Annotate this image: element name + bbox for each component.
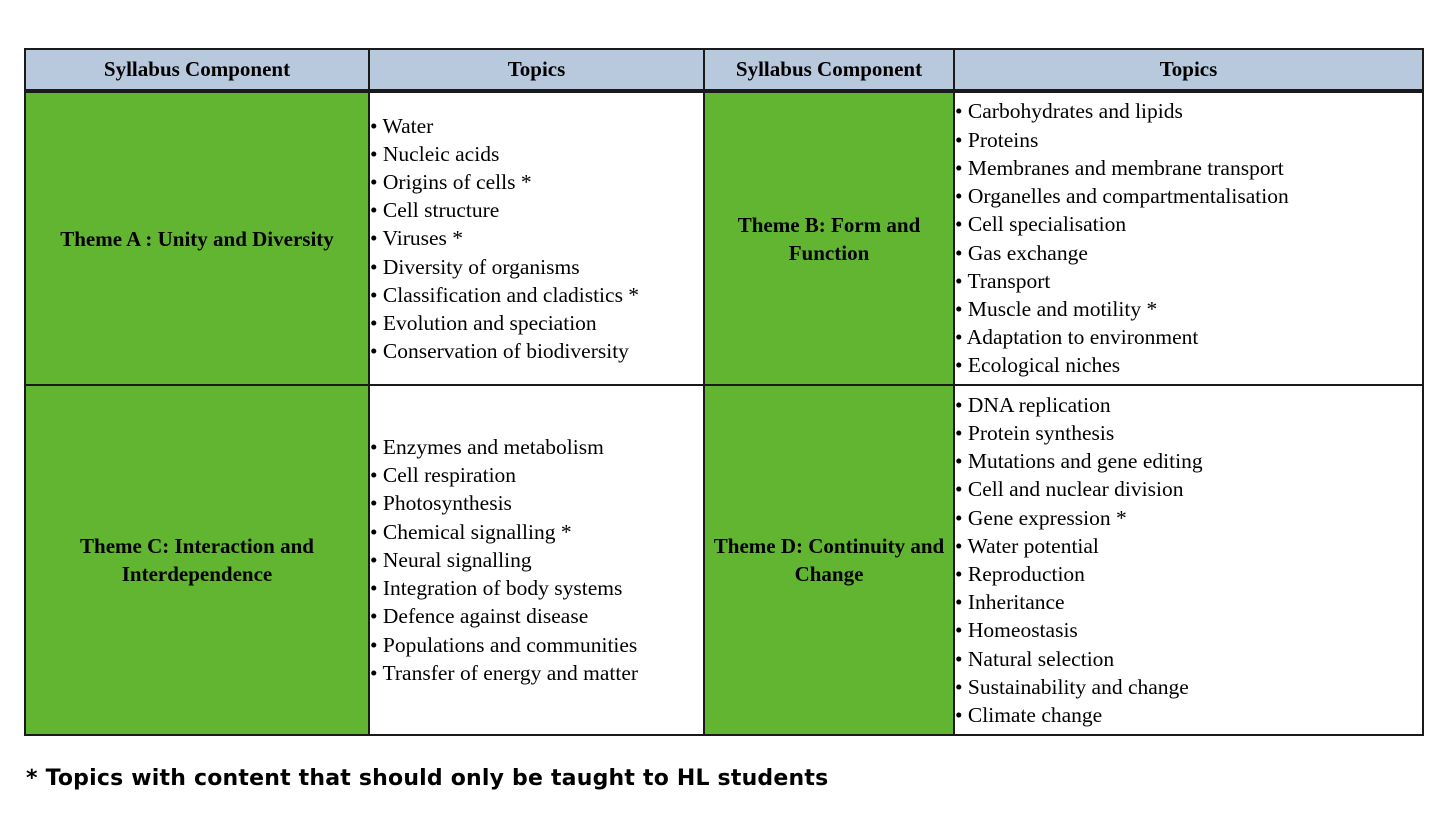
- topic-item: • Viruses *: [370, 226, 464, 251]
- topic-item: • Defence against disease: [370, 604, 589, 629]
- topic-item: • Protein synthesis: [955, 420, 1115, 445]
- topic-item: • Enzymes and metabolism: [370, 435, 604, 460]
- topic-item: • Populations and communities: [370, 632, 638, 657]
- header-topics: Topics: [369, 49, 704, 91]
- topic-item: • Diversity of organisms: [370, 254, 580, 279]
- header-syllabus-component: Syllabus Component: [704, 49, 954, 91]
- topic-item: • DNA replication: [955, 392, 1111, 417]
- topic-item: • Cell specialisation: [955, 212, 1127, 237]
- topic-item: • Cell structure: [370, 198, 500, 223]
- table-row: [25, 385, 1423, 735]
- topic-item: • Transfer of energy and matter: [370, 660, 639, 685]
- footnote: * Topics with content that should only be taught to HL students: [26, 766, 829, 791]
- topic-item: • Conservation of biodiversity: [370, 339, 629, 364]
- topic-item: • Neural signalling: [370, 547, 532, 572]
- topic-item: • Photosynthesis: [370, 491, 512, 516]
- topic-item: • Climate change: [955, 703, 1103, 728]
- topic-item: • Carbohydrates and lipids: [955, 99, 1183, 124]
- topic-item: • Gene expression *: [955, 505, 1127, 530]
- topic-item: • Origins of cells *: [370, 169, 532, 194]
- topic-item: • Classification and cladistics *: [370, 282, 640, 307]
- theme-b-cell: Theme B: Form and Function: [704, 91, 954, 385]
- topic-item: • Cell respiration: [370, 463, 517, 488]
- topic-item: • Transport: [955, 268, 1051, 293]
- topic-item: • Organelles and compartmentalisation: [955, 184, 1289, 209]
- topic-item: • Inheritance: [955, 590, 1065, 615]
- header-syllabus-component: Syllabus Component: [25, 49, 369, 91]
- theme-d-topics: [954, 385, 1423, 735]
- topic-item: • Reproduction: [955, 562, 1085, 586]
- topic-item: • Nucleic acids: [370, 141, 500, 166]
- header-row: [25, 49, 1423, 91]
- topic-item: • Mutations and gene editing: [955, 449, 1203, 474]
- topic-item: • Homeostasis: [955, 618, 1078, 643]
- topic-item: • Membranes and membrane transport: [955, 155, 1284, 180]
- topic-item: • Natural selection: [955, 646, 1115, 671]
- theme-c-cell: Theme C: Interaction and Interdependence: [25, 385, 369, 735]
- topic-item: • Adaptation to environment: [955, 325, 1199, 350]
- topic-item: • Water potential: [955, 533, 1099, 558]
- topic-item: • Ecological niches: [955, 353, 1121, 378]
- topic-item: • Evolution and speciation: [370, 311, 597, 335]
- theme-d-cell: Theme D: Continuity and Change: [704, 385, 954, 735]
- theme-c-topics: [369, 385, 704, 735]
- topic-item: • Integration of body systems: [370, 576, 623, 601]
- topic-item: • Cell and nuclear division: [955, 477, 1184, 502]
- topic-item: • Muscle and motility *: [955, 296, 1158, 321]
- topic-item: • Gas exchange: [955, 240, 1088, 265]
- topic-item: • Water: [370, 113, 434, 138]
- theme-b-topics: [954, 91, 1423, 385]
- topic-item: • Proteins: [955, 127, 1039, 152]
- table-row: [25, 91, 1423, 385]
- topic-item: • Sustainability and change: [955, 674, 1189, 699]
- header-topics: Topics: [954, 49, 1423, 91]
- theme-a-cell: Theme A : Unity and Diversity: [25, 91, 369, 385]
- syllabus-table: [24, 48, 1424, 736]
- theme-a-topics: [369, 91, 704, 385]
- topic-item: • Chemical signalling *: [370, 519, 572, 544]
